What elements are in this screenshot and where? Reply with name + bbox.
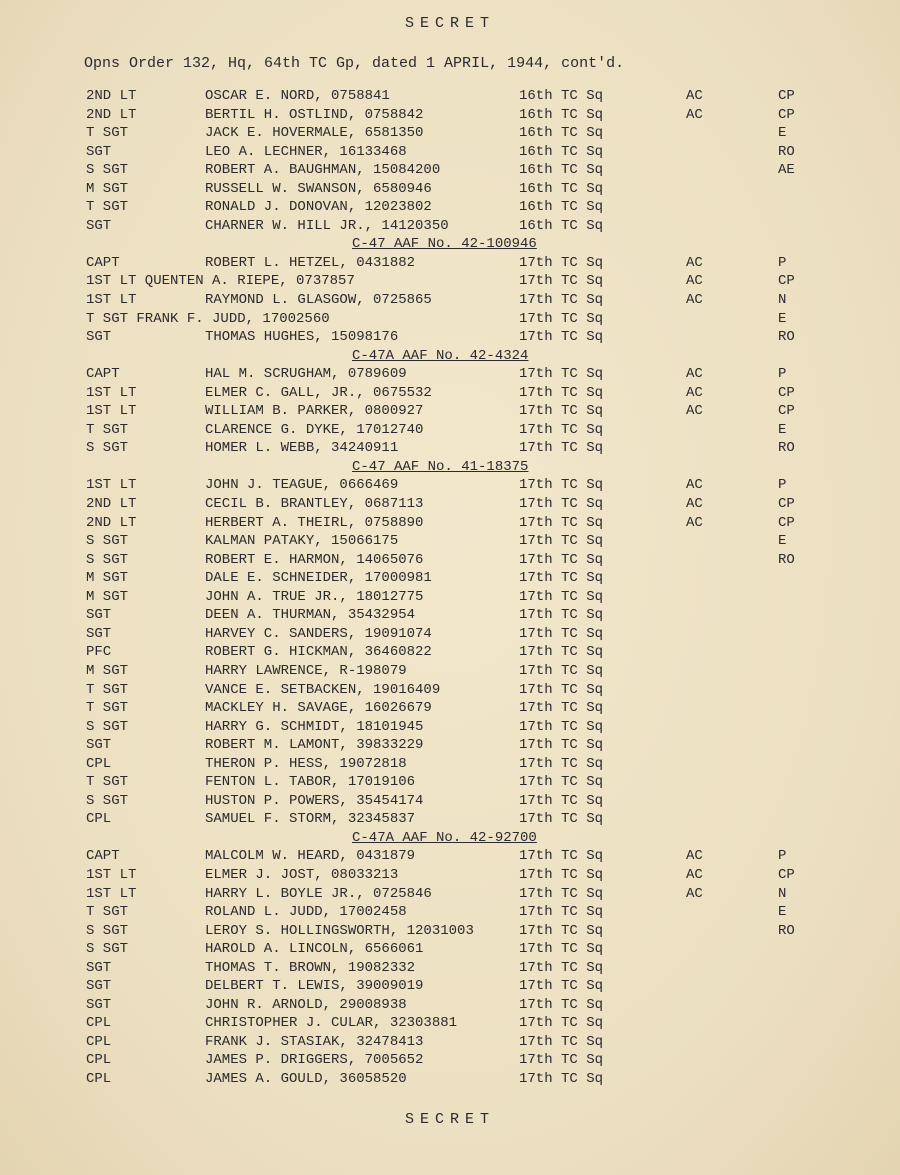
unit: 16th TC Sq [519,143,604,160]
rank: CAPT [86,254,120,271]
rank: S SGT [86,551,129,568]
name-and-serial: VANCE E. SETBACKEN, 19016409 [205,681,441,698]
name-and-serial: JACK E. HOVERMALE, 6581350 [205,125,424,142]
unit: 17th TC Sq [519,978,604,995]
unit: 17th TC Sq [519,959,604,976]
unit: 17th TC Sq [519,496,604,513]
roster-row [0,923,900,942]
roster-row [0,793,900,812]
crew-position: CP [778,88,795,104]
roster-row [0,570,900,589]
rank: S SGT [86,941,129,958]
name-and-serial: OSCAR E. NORD, 0758841 [205,88,390,104]
crew-designation: AC [686,496,703,513]
crew-position: CP [778,514,795,531]
crew-position: RO [778,143,795,160]
rank: SGT [86,607,112,624]
roster-row [0,477,900,496]
unit: 17th TC Sq [519,922,604,939]
roster-row [0,385,900,404]
name-and-serial: HOMER L. WEBB, 34240911 [205,440,399,457]
crew-designation: AC [686,106,703,123]
rank: SGT [86,978,112,995]
unit: 17th TC Sq [519,1070,604,1087]
rank: SGT [86,959,112,976]
name-and-serial: ELMER C. GALL, JR., 0675532 [205,384,432,401]
crew-position: N [778,292,787,309]
name-and-serial: THOMAS HUGHES, 15098176 [205,329,399,346]
rank: CPL [86,755,112,772]
unit: 17th TC Sq [519,254,604,271]
name-and-serial: DELBERT T. LEWIS, 39009019 [205,978,424,995]
rank-and-name: 1ST LT QUENTEN A. RIEPE, 0737857 [86,273,355,290]
name-and-serial: RONALD J. DONOVAN, 12023802 [205,199,432,216]
crew-position: CP [778,106,795,123]
rank: S SGT [86,922,129,939]
roster-row [0,663,900,682]
unit: 17th TC Sq [519,421,604,438]
crew-position: AE [778,162,795,179]
roster-row [0,440,900,459]
rank: S SGT [86,792,129,809]
name-and-serial: SAMUEL F. STORM, 32345837 [205,811,416,828]
crew-designation: AC [686,477,703,494]
unit: 17th TC Sq [519,662,604,679]
aircraft-header [0,830,900,849]
aircraft-designation: C-47A AAF No. 42-92700 [352,829,537,846]
name-and-serial: MACKLEY H. SAVAGE, 16026679 [205,700,432,717]
name-and-serial: HARVEY C. SANDERS, 19091074 [205,625,432,642]
crew-position: CP [778,273,795,290]
rank: CPL [86,1070,112,1087]
crew-position: E [778,904,787,921]
roster-row [0,997,900,1016]
unit: 17th TC Sq [519,811,604,828]
aircraft-designation: C-47A AAF No. 42-4324 [352,347,529,364]
roster-row [0,848,900,867]
classification-footer: SECRET [404,1111,495,1128]
rank: T SGT [86,421,129,438]
name-and-serial: CECIL B. BRANTLEY, 0687113 [205,496,424,513]
name-and-serial: MALCOLM W. HEARD, 0431879 [205,848,416,865]
rank: 2ND LT [86,106,137,123]
rank: M SGT [86,588,129,605]
name-and-serial: HERBERT A. THEIRL, 0758890 [205,514,424,531]
roster-row [0,1052,900,1071]
name-and-serial: ROBERT E. HARMON, 14065076 [205,551,424,568]
name-and-serial: HARRY G. SCHMIDT, 18101945 [205,718,424,735]
name-and-serial: ROBERT G. HICKMAN, 36460822 [205,644,432,661]
rank: M SGT [86,180,129,197]
rank: CAPT [86,848,120,865]
unit: 17th TC Sq [519,366,604,383]
name-and-serial: HARRY L. BOYLE JR., 0725846 [205,885,432,902]
crew-position: N [778,885,787,902]
rank: SGT [86,329,112,346]
name-and-serial: JAMES A. GOULD, 36058520 [205,1070,407,1087]
unit: 17th TC Sq [519,774,604,791]
unit: 17th TC Sq [519,607,604,624]
roster-row [0,422,900,441]
rank: 2ND LT [86,496,137,513]
roster-row [0,255,900,274]
roster-row [0,811,900,830]
rank: SGT [86,737,112,754]
crew-designation: AC [686,88,703,104]
unit: 17th TC Sq [519,792,604,809]
unit: 17th TC Sq [519,1033,604,1050]
rank: CPL [86,1015,112,1032]
name-and-serial: THOMAS T. BROWN, 19082332 [205,959,416,976]
unit: 16th TC Sq [519,125,604,142]
roster-row [0,719,900,738]
unit: 17th TC Sq [519,941,604,958]
roster-row [0,682,900,701]
rank: M SGT [86,570,129,587]
roster-row [0,774,900,793]
crew-position: P [778,848,787,865]
roster-row [0,1071,900,1090]
name-and-serial: CLARENCE G. DYKE, 17012740 [205,421,424,438]
classification-header: SECRET [404,15,495,32]
unit: 17th TC Sq [519,310,604,327]
name-and-serial: DALE E. SCHNEIDER, 17000981 [205,570,432,587]
name-and-serial: CHRISTOPHER J. CULAR, 32303881 [205,1015,458,1032]
unit: 16th TC Sq [519,106,604,123]
unit: 17th TC Sq [519,848,604,865]
unit: 16th TC Sq [519,199,604,216]
name-and-serial: WILLIAM B. PARKER, 0800927 [205,403,424,420]
crew-designation: AC [686,292,703,309]
name-and-serial: FRANK J. STASIAK, 32478413 [205,1033,424,1050]
roster-row [0,904,900,923]
roster-row [0,607,900,626]
unit: 17th TC Sq [519,1015,604,1032]
name-and-serial: FENTON L. TABOR, 17019106 [205,774,416,791]
name-and-serial: ROLAND L. JUDD, 17002458 [205,904,407,921]
name-and-serial: THERON P. HESS, 19072818 [205,755,407,772]
roster-row [0,1015,900,1034]
name-and-serial: JOHN R. ARNOLD, 29008938 [205,996,407,1013]
name-and-serial: JOHN A. TRUE JR., 18012775 [205,588,424,605]
roster-row [0,311,900,330]
name-and-serial: ROBERT A. BAUGHMAN, 15084200 [205,162,441,179]
roster-row [0,978,900,997]
roster-row [0,162,900,181]
rank: SGT [86,217,112,234]
unit: 17th TC Sq [519,477,604,494]
aircraft-designation: C-47 AAF No. 42-100946 [352,236,537,253]
name-and-serial: ELMER J. JOST, 08033213 [205,866,399,883]
name-and-serial: ROBERT L. HETZEL, 0431882 [205,254,416,271]
crew-position: P [778,254,787,271]
rank: CAPT [86,366,120,383]
roster-row [0,181,900,200]
rank: T SGT [86,199,129,216]
unit: 17th TC Sq [519,514,604,531]
roster-row [0,589,900,608]
crew-position: CP [778,496,795,513]
rank: T SGT [86,904,129,921]
unit: 17th TC Sq [519,273,604,290]
rank: T SGT [86,700,129,717]
unit: 17th TC Sq [519,1052,604,1069]
name-and-serial: HAL M. SCRUGHAM, 0789609 [205,366,407,383]
rank: 1ST LT [86,403,137,420]
unit: 17th TC Sq [519,885,604,902]
rank: S SGT [86,718,129,735]
unit: 17th TC Sq [519,570,604,587]
roster-row [0,366,900,385]
name-and-serial: DEEN A. THURMAN, 35432954 [205,607,416,624]
crew-position: RO [778,922,795,939]
aircraft-header [0,459,900,478]
rank: CPL [86,811,112,828]
rank: S SGT [86,440,129,457]
unit: 17th TC Sq [519,644,604,661]
crew-position: CP [778,384,795,401]
rank: T SGT [86,125,129,142]
roster-row [0,552,900,571]
aircraft-designation: C-47 AAF No. 41-18375 [352,458,529,475]
roster-row [0,886,900,905]
unit: 17th TC Sq [519,588,604,605]
rank: S SGT [86,162,129,179]
unit: 17th TC Sq [519,403,604,420]
unit: 17th TC Sq [519,384,604,401]
roster-row [0,125,900,144]
crew-position: RO [778,440,795,457]
unit: 17th TC Sq [519,737,604,754]
crew-position: RO [778,551,795,568]
rank: SGT [86,996,112,1013]
crew-designation: AC [686,384,703,401]
rank: T SGT [86,681,129,698]
crew-designation: AC [686,403,703,420]
order-heading: Opns Order 132, Hq, 64th TC Gp, dated 1 APRIL, 1944, cont'd. [84,55,625,72]
roster-row [0,644,900,663]
name-and-serial: JAMES P. DRIGGERS, 7005652 [205,1052,424,1069]
crew-designation: AC [686,514,703,531]
unit: 17th TC Sq [519,625,604,642]
crew-designation: AC [686,866,703,883]
roster-row [0,700,900,719]
rank-and-name: T SGT FRANK F. JUDD, 17002560 [86,310,330,327]
unit: 17th TC Sq [519,329,604,346]
unit: 16th TC Sq [519,180,604,197]
roster-row [0,960,900,979]
rank: SGT [86,625,112,642]
rank: 1ST LT [86,384,137,401]
crew-position: E [778,421,787,438]
unit: 17th TC Sq [519,996,604,1013]
crew-position: CP [778,866,795,883]
roster-row [0,292,900,311]
name-and-serial: BERTIL H. OSTLIND, 0758842 [205,106,424,123]
name-and-serial: KALMAN PATAKY, 15066175 [205,533,399,550]
rank: 1ST LT [86,866,137,883]
roster-row [0,88,900,107]
roster-row [0,867,900,886]
crew-position: CP [778,403,795,420]
roster-row [0,107,900,126]
unit: 16th TC Sq [519,88,604,104]
rank: 1ST LT [86,885,137,902]
roster-row [0,626,900,645]
crew-position: E [778,533,787,550]
aircraft-header [0,236,900,255]
roster-row [0,756,900,775]
roster-row [0,515,900,534]
unit: 17th TC Sq [519,904,604,921]
unit: 17th TC Sq [519,551,604,568]
unit: 17th TC Sq [519,700,604,717]
roster-row [0,218,900,237]
crew-position: RO [778,329,795,346]
roster-row [0,403,900,422]
unit: 17th TC Sq [519,681,604,698]
roster-row [0,199,900,218]
roster-row [0,329,900,348]
rank: CPL [86,1033,112,1050]
roster-row [0,144,900,163]
roster-list [0,88,900,1090]
crew-position: E [778,125,787,142]
roster-row [0,496,900,515]
roster-row [0,533,900,552]
unit: 17th TC Sq [519,292,604,309]
rank: 2ND LT [86,88,137,104]
crew-position: E [778,310,787,327]
name-and-serial: HAROLD A. LINCOLN, 6566061 [205,941,424,958]
name-and-serial: HARRY LAWRENCE, R-198079 [205,662,407,679]
rank: 1ST LT [86,292,137,309]
unit: 17th TC Sq [519,718,604,735]
unit: 16th TC Sq [519,217,604,234]
name-and-serial: LEO A. LECHNER, 16133468 [205,143,407,160]
name-and-serial: LEROY S. HOLLINGSWORTH, 12031003 [205,922,474,939]
unit: 16th TC Sq [519,162,604,179]
rank: 2ND LT [86,514,137,531]
unit: 17th TC Sq [519,866,604,883]
unit: 17th TC Sq [519,755,604,772]
name-and-serial: JOHN J. TEAGUE, 0666469 [205,477,399,494]
rank: M SGT [86,662,129,679]
name-and-serial: RUSSELL W. SWANSON, 6580946 [205,180,432,197]
rank: PFC [86,644,112,661]
rank: S SGT [86,533,129,550]
roster-row [0,941,900,960]
roster-row [0,737,900,756]
roster-row [0,1034,900,1053]
crew-designation: AC [686,885,703,902]
unit: 17th TC Sq [519,533,604,550]
name-and-serial: ROBERT M. LAMONT, 39833229 [205,737,424,754]
crew-designation: AC [686,366,703,383]
rank: SGT [86,143,112,160]
name-and-serial: HUSTON P. POWERS, 35454174 [205,792,424,809]
unit: 17th TC Sq [519,440,604,457]
crew-designation: AC [686,273,703,290]
roster-row [0,273,900,292]
rank: 1ST LT [86,477,137,494]
name-and-serial: RAYMOND L. GLASGOW, 0725865 [205,292,432,309]
crew-designation: AC [686,848,703,865]
crew-position: P [778,477,787,494]
aircraft-header [0,348,900,367]
crew-position: P [778,366,787,383]
crew-designation: AC [686,254,703,271]
rank: T SGT [86,774,129,791]
rank: CPL [86,1052,112,1069]
name-and-serial: CHARNER W. HILL JR., 14120350 [205,217,449,234]
